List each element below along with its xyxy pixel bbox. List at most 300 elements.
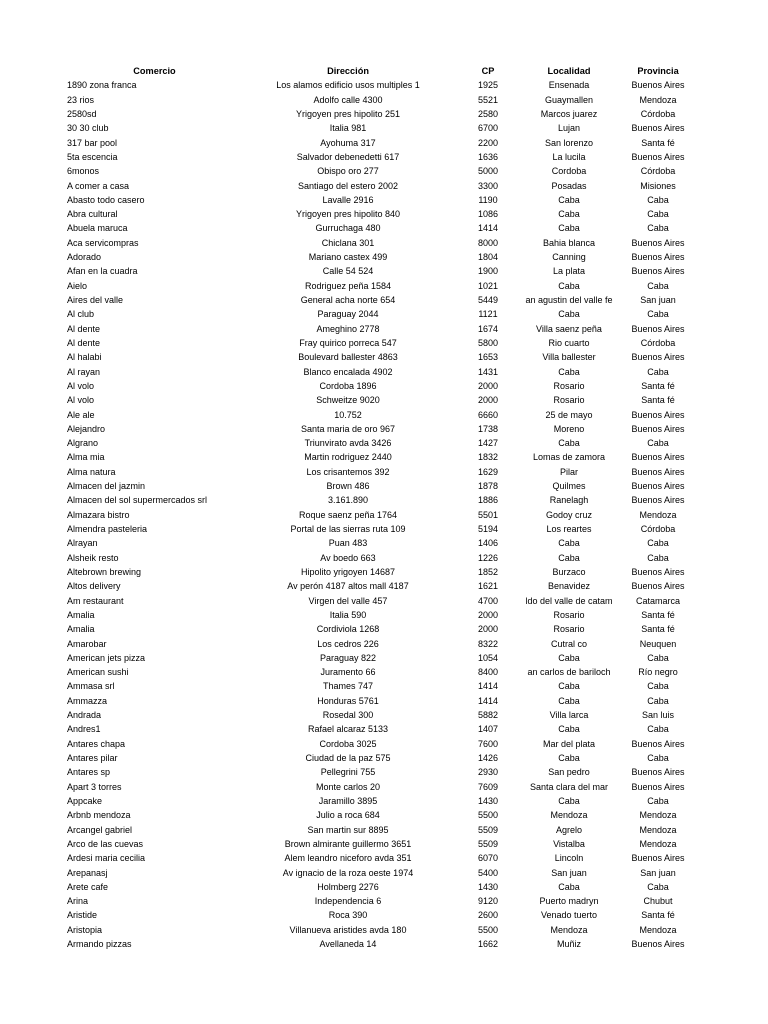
table-row: [0, 465, 768, 479]
table-row: [0, 408, 768, 422]
table-row: [0, 837, 768, 851]
column-header-provincia: Provincia: [637, 66, 679, 76]
table-row: [0, 679, 768, 693]
cell-localidad: Santa clara del mar: [529, 781, 609, 792]
cell-direccion: Chiclana 301: [321, 237, 375, 248]
cell-localidad: San pedro: [548, 767, 590, 778]
cell-localidad: Lujan: [557, 123, 581, 134]
cell-localidad: 25 de mayo: [545, 409, 593, 420]
cell-comercio: 2580sd: [67, 108, 97, 119]
cell-localidad: Godoy cruz: [545, 509, 593, 520]
table-row: [0, 794, 768, 808]
cell-direccion: Fray quirico porreca 547: [299, 337, 397, 348]
table-row: [0, 221, 768, 235]
table-row: [0, 379, 768, 393]
table-row: [0, 450, 768, 464]
table-row: [0, 508, 768, 522]
cell-provincia: Buenos Aires: [631, 352, 685, 363]
cell-provincia: Caba: [647, 280, 669, 291]
cell-comercio: Armando pizzas: [67, 939, 132, 950]
table-body: [0, 78, 768, 951]
table-row: [0, 751, 768, 765]
cell-localidad: Caba: [558, 681, 580, 692]
table-row: [0, 722, 768, 736]
cell-cp: 1426: [477, 753, 499, 763]
table-row: [0, 536, 768, 550]
cell-localidad: Caba: [558, 552, 580, 563]
cell-comercio: Abasto todo casero: [67, 194, 145, 205]
cell-direccion: Boulevard ballester 4863: [298, 352, 398, 363]
cell-direccion: Avellaneda 14: [319, 939, 377, 950]
cell-direccion: Paraguay 822: [319, 652, 377, 663]
cell-direccion: Los cedros 226: [317, 638, 379, 649]
cell-localidad: San lorenzo: [544, 137, 594, 148]
table-row: [0, 179, 768, 193]
cell-cp: 1621: [477, 581, 499, 592]
column-header-cp: CP: [481, 66, 495, 76]
column-header-direccion: Dirección: [327, 66, 369, 76]
cell-cp: 1674: [477, 323, 499, 334]
table-row: [0, 264, 768, 278]
cell-direccion: Av perón 4187 altos mall 4187: [287, 581, 409, 592]
table-row: [0, 193, 768, 207]
cell-cp: 2000: [477, 624, 499, 635]
cell-localidad: Caba: [558, 753, 580, 763]
cell-localidad: Caba: [558, 438, 580, 449]
cell-comercio: Alma natura: [67, 466, 116, 477]
cell-localidad: Vistalba: [553, 838, 585, 849]
cell-comercio: Aristide: [67, 910, 98, 921]
cell-direccion: Italia 590: [329, 609, 367, 620]
cell-provincia: Buenos Aires: [631, 481, 685, 492]
cell-provincia: Caba: [647, 552, 669, 563]
cell-localidad: Villa ballester: [542, 352, 596, 363]
cell-provincia: San luis: [641, 710, 675, 721]
cell-provincia: Buenos Aires: [631, 566, 685, 577]
table-row: [0, 121, 768, 135]
cell-provincia: Córdoba: [640, 337, 676, 348]
cell-direccion: Los alamos edificio usos multiples 1: [276, 80, 420, 91]
table-row: [0, 150, 768, 164]
cell-direccion: Ciudad de la paz 575: [305, 753, 391, 763]
cell-comercio: Altebrown brewing: [67, 566, 142, 577]
cell-cp: 6070: [477, 853, 499, 864]
cell-cp: 1190: [478, 194, 498, 205]
cell-comercio: Aristopia: [67, 924, 103, 935]
cell-localidad: Villa larca: [549, 710, 589, 721]
cell-direccion: Yrigoyen pres hipolito 251: [295, 108, 401, 119]
cell-provincia: Buenos Aires: [631, 237, 685, 248]
cell-comercio: Arbnb mendoza: [67, 810, 131, 821]
cell-localidad: Lomas de zamora: [532, 452, 606, 463]
table-row: [0, 880, 768, 894]
table-row: [0, 622, 768, 636]
cell-cp: 1414: [477, 695, 499, 706]
cell-direccion: Roque saenz peña 1764: [298, 509, 398, 520]
table-row: [0, 651, 768, 665]
column-header-comercio: Comercio: [133, 66, 176, 76]
table-row: [0, 436, 768, 450]
cell-comercio: Am restaurant: [67, 595, 124, 606]
cell-provincia: Buenos Aires: [631, 738, 685, 749]
cell-comercio: Al volo: [67, 395, 95, 406]
cell-localidad: Rosario: [553, 380, 585, 391]
cell-provincia: Santa fé: [641, 910, 675, 921]
cell-localidad: Posadas: [551, 180, 587, 191]
cell-cp: 8000: [477, 237, 499, 248]
cell-provincia: Mendoza: [639, 824, 677, 835]
cell-direccion: Pellegrini 755: [320, 767, 376, 778]
cell-provincia: Mendoza: [639, 509, 677, 520]
cell-provincia: Caba: [647, 753, 669, 763]
cell-comercio: Arete cafe: [67, 881, 109, 892]
cell-cp: 2000: [477, 380, 499, 391]
table-row: [0, 937, 768, 951]
cell-comercio: Andres1: [67, 724, 101, 735]
cell-direccion: Independencia 6: [314, 896, 382, 907]
cell-provincia: Buenos Aires: [631, 423, 685, 434]
spreadsheet-table: [0, 64, 768, 951]
cell-direccion: Roca 390: [328, 910, 368, 921]
cell-provincia: Santa fé: [641, 395, 675, 406]
table-row: [0, 322, 768, 336]
table-row: [0, 923, 768, 937]
cell-localidad: Rosario: [553, 609, 585, 620]
table-row: [0, 765, 768, 779]
cell-provincia: San juan: [640, 867, 676, 878]
cell-provincia: Neuquen: [639, 638, 677, 649]
cell-cp: 1407: [477, 724, 499, 735]
cell-provincia: Buenos Aires: [631, 581, 685, 592]
cell-direccion: Los crisantemos 392: [306, 466, 390, 477]
cell-comercio: 1890 zona franca: [67, 80, 137, 91]
cell-localidad: Caba: [558, 366, 580, 377]
cell-direccion: Cordiviola 1268: [316, 624, 380, 635]
cell-localidad: Caba: [558, 695, 580, 706]
table-row: [0, 608, 768, 622]
cell-comercio: Altos delivery: [67, 581, 121, 592]
cell-localidad: Caba: [558, 795, 580, 806]
cell-localidad: Burzaco: [552, 566, 586, 577]
cell-provincia: Mendoza: [639, 838, 677, 849]
cell-direccion: Schweitze 9020: [316, 395, 380, 406]
cell-localidad: La plata: [552, 266, 586, 277]
cell-provincia: Buenos Aires: [631, 767, 685, 778]
cell-direccion: Gurruchaga 480: [315, 223, 381, 234]
cell-localidad: Mendoza: [550, 810, 588, 821]
cell-localidad: Villa saenz peña: [536, 323, 602, 334]
cell-localidad: Benavidez: [547, 581, 591, 592]
cell-direccion: Av ignacio de la roza oeste 1974: [282, 867, 414, 878]
cell-direccion: Rafael alcaraz 5133: [307, 724, 389, 735]
cell-localidad: Rosario: [553, 624, 585, 635]
cell-provincia: Córdoba: [640, 524, 676, 534]
cell-localidad: Caba: [558, 280, 580, 291]
cell-provincia: Buenos Aires: [631, 266, 685, 277]
cell-cp: 8400: [477, 667, 499, 678]
cell-direccion: Av boedo 663: [320, 552, 376, 563]
cell-cp: 5000: [477, 166, 499, 177]
table-row: [0, 808, 768, 822]
cell-localidad: Bahia blanca: [542, 237, 596, 248]
cell-provincia: Caba: [647, 366, 669, 377]
cell-localidad: Ranelagh: [549, 495, 589, 506]
cell-comercio: 6monos: [67, 166, 100, 177]
cell-cp: 1427: [477, 438, 499, 449]
cell-cp: 7600: [477, 738, 499, 749]
table-row: [0, 93, 768, 107]
table-row: [0, 637, 768, 651]
table-row: [0, 851, 768, 865]
cell-cp: 1226: [477, 552, 499, 563]
cell-cp: 1021: [477, 280, 499, 291]
cell-comercio: Apart 3 torres: [67, 781, 122, 792]
table-row: [0, 365, 768, 379]
table-row: [0, 823, 768, 837]
cell-comercio: Ammasa srl: [67, 681, 115, 692]
cell-comercio: Andrada: [67, 710, 102, 721]
cell-cp: 2580: [477, 108, 499, 119]
cell-localidad: Venado tuerto: [540, 910, 598, 921]
cell-provincia: Santa fé: [641, 624, 675, 635]
cell-cp: 1925: [477, 80, 499, 91]
cell-comercio: Almazara bistro: [67, 509, 130, 520]
column-header-localidad: Localidad: [547, 66, 591, 76]
table-row: [0, 565, 768, 579]
cell-cp: 5509: [477, 824, 499, 835]
cell-cp: 5500: [477, 924, 499, 935]
cell-comercio: Aca servicompras: [67, 237, 139, 248]
cell-provincia: Buenos Aires: [631, 781, 685, 792]
cell-comercio: Adorado: [67, 252, 102, 263]
cell-provincia: San juan: [640, 295, 676, 305]
cell-direccion: Portal de las sierras ruta 109: [290, 524, 406, 534]
cell-localidad: Caba: [558, 309, 580, 320]
cell-localidad: La lucila: [552, 151, 586, 162]
table-row: [0, 579, 768, 593]
cell-direccion: Lavalle 2916: [322, 194, 374, 205]
table-row: [0, 479, 768, 493]
cell-provincia: Buenos Aires: [631, 452, 685, 463]
cell-comercio: Arepanasj: [67, 867, 108, 878]
cell-direccion: Alem leandro niceforo avda 351: [284, 853, 412, 864]
cell-comercio: Al volo: [67, 380, 95, 391]
cell-direccion: Hipolito yrigoyen 14687: [300, 566, 396, 577]
cell-cp: 1636: [477, 151, 499, 162]
cell-comercio: Antares sp: [67, 767, 111, 778]
cell-direccion: Brown almirante guillermo 3651: [284, 838, 412, 849]
cell-cp: 5500: [477, 810, 499, 821]
table-row: [0, 78, 768, 92]
cell-direccion: Julio a roca 684: [316, 810, 380, 821]
cell-provincia: Misiones: [640, 180, 676, 191]
cell-cp: 2000: [477, 395, 499, 406]
cell-comercio: Aires del valle: [67, 295, 124, 305]
cell-cp: 1804: [477, 252, 499, 263]
cell-provincia: Caba: [647, 223, 669, 234]
cell-cp: 5449: [477, 295, 499, 305]
cell-cp: 2600: [477, 910, 499, 921]
cell-comercio: Abuela maruca: [67, 223, 128, 234]
table-row: [0, 708, 768, 722]
cell-comercio: Abra cultural: [67, 209, 118, 220]
cell-cp: 1738: [477, 423, 499, 434]
cell-cp: 1629: [477, 466, 499, 477]
cell-localidad: Caba: [558, 209, 580, 220]
table-row: [0, 393, 768, 407]
cell-direccion: Cordoba 1896: [319, 380, 377, 391]
cell-localidad: Caba: [558, 223, 580, 234]
table-row: [0, 665, 768, 679]
cell-comercio: Alma mia: [67, 452, 105, 463]
cell-comercio: Ale ale: [67, 409, 95, 420]
table-row: [0, 250, 768, 264]
cell-provincia: Mendoza: [639, 94, 677, 105]
cell-localidad: Moreno: [553, 423, 585, 434]
cell-cp: 5194: [477, 524, 499, 534]
cell-comercio: Amalia: [67, 609, 95, 620]
cell-localidad: Caba: [558, 194, 580, 205]
table-row: [0, 866, 768, 880]
cell-comercio: Al halabi: [67, 352, 102, 363]
cell-cp: 2200: [477, 137, 499, 148]
cell-cp: 1121: [478, 309, 498, 320]
cell-provincia: Buenos Aires: [631, 466, 685, 477]
cell-direccion: Holmberg 2276: [317, 881, 379, 892]
cell-provincia: Río negro: [638, 667, 678, 678]
cell-cp: 2000: [477, 609, 499, 620]
cell-direccion: Santiago del estero 2002: [297, 180, 399, 191]
table-row: [0, 336, 768, 350]
cell-comercio: Almendra pasteleria: [67, 524, 148, 534]
cell-localidad: Cordoba: [551, 166, 587, 177]
cell-cp: 6700: [477, 123, 499, 134]
cell-comercio: Arina: [67, 896, 89, 907]
cell-cp: 8322: [477, 638, 499, 649]
cell-direccion: Yrigoyen pres hipolito 840: [295, 209, 401, 220]
table-row: [0, 107, 768, 121]
cell-direccion: General acha norte 654: [300, 295, 396, 305]
cell-provincia: Caba: [647, 724, 669, 735]
cell-direccion: 3.161.890: [327, 495, 369, 506]
cell-localidad: Puerto madryn: [539, 896, 599, 907]
cell-comercio: Al club: [67, 309, 95, 320]
table-row: [0, 236, 768, 250]
table-row: [0, 551, 768, 565]
cell-localidad: Pilar: [559, 466, 578, 477]
cell-localidad: Muñiz: [556, 939, 581, 950]
cell-cp: 1430: [477, 881, 499, 892]
cell-comercio: Almacen del sol supermercados srl: [67, 495, 208, 506]
cell-comercio: Amarobar: [67, 638, 107, 649]
cell-direccion: Jaramillo 3895: [318, 795, 378, 806]
cell-localidad: Mendoza: [550, 924, 588, 935]
table-row: [0, 894, 768, 908]
cell-provincia: Córdoba: [640, 166, 676, 177]
cell-provincia: Santa fé: [641, 137, 675, 148]
cell-cp: 2930: [477, 767, 499, 778]
cell-provincia: Catamarca: [635, 595, 680, 606]
cell-provincia: Buenos Aires: [631, 123, 685, 134]
cell-direccion: San martin sur 8895: [307, 824, 389, 835]
cell-direccion: Salvador debenedetti 617: [296, 151, 400, 162]
table-row: [0, 780, 768, 794]
cell-cp: 7609: [477, 781, 499, 792]
cell-localidad: an agustin del valle fe: [525, 295, 613, 305]
cell-provincia: Buenos Aires: [631, 939, 685, 950]
cell-provincia: Mendoza: [639, 924, 677, 935]
cell-cp: 5800: [477, 337, 499, 348]
table-row: [0, 279, 768, 293]
cell-direccion: Brown 486: [326, 481, 370, 492]
table-row: [0, 164, 768, 178]
cell-localidad: Quilmes: [552, 481, 586, 492]
table-row: [0, 594, 768, 608]
cell-comercio: Algrano: [67, 438, 99, 449]
cell-localidad: Caba: [558, 652, 580, 663]
cell-direccion: Blanco encalada 4902: [303, 366, 393, 377]
cell-cp: 9120: [477, 896, 499, 907]
cell-direccion: Honduras 5761: [317, 695, 379, 706]
cell-comercio: 23 rios: [67, 94, 95, 105]
cell-provincia: Buenos Aires: [631, 409, 685, 420]
cell-provincia: Chubut: [643, 896, 673, 907]
cell-cp: 5521: [477, 94, 499, 105]
table-row: [0, 908, 768, 922]
table-row: [0, 737, 768, 751]
cell-localidad: Rio cuarto: [548, 337, 590, 348]
cell-cp: 1886: [477, 495, 499, 506]
cell-direccion: Ayohuma 317: [320, 137, 376, 148]
cell-comercio: Al dente: [67, 337, 101, 348]
cell-provincia: Caba: [647, 209, 669, 220]
cell-localidad: ldo del valle de catam: [525, 595, 613, 606]
cell-comercio: 5ta escencia: [67, 151, 118, 162]
cell-comercio: Alsheik resto: [67, 552, 119, 563]
cell-provincia: Caba: [647, 194, 669, 205]
table-row: [0, 493, 768, 507]
cell-provincia: Caba: [647, 695, 669, 706]
cell-comercio: Ardesi maria cecilia: [67, 853, 146, 864]
cell-comercio: Al rayan: [67, 366, 101, 377]
table-row: [0, 422, 768, 436]
cell-localidad: Guaymallen: [544, 94, 594, 105]
cell-localidad: Agrelo: [555, 824, 582, 835]
cell-direccion: Paraguay 2044: [317, 309, 379, 320]
cell-comercio: American jets pizza: [67, 652, 146, 663]
cell-localidad: Caba: [558, 538, 580, 549]
cell-comercio: A comer a casa: [67, 180, 130, 191]
cell-cp: 5509: [477, 838, 499, 849]
cell-direccion: Cordoba 3025: [319, 738, 377, 749]
table-row: [0, 307, 768, 321]
cell-provincia: Buenos Aires: [631, 853, 685, 864]
cell-localidad: an carlos de bariloch: [527, 667, 611, 678]
cell-cp: 1054: [477, 652, 499, 663]
cell-comercio: Aielo: [67, 280, 88, 291]
cell-provincia: Buenos Aires: [631, 252, 685, 263]
cell-comercio: Alejandro: [67, 423, 106, 434]
cell-comercio: Almacen del jazmin: [67, 481, 146, 492]
cell-direccion: Puan 483: [328, 538, 368, 549]
cell-cp: 3300: [477, 180, 499, 191]
cell-localidad: San juan: [551, 867, 587, 878]
cell-cp: 5501: [477, 509, 499, 520]
cell-cp: 1662: [477, 939, 499, 950]
cell-direccion: Calle 54 524: [322, 266, 374, 277]
cell-cp: 1414: [477, 223, 499, 234]
cell-cp: 1653: [477, 352, 499, 363]
